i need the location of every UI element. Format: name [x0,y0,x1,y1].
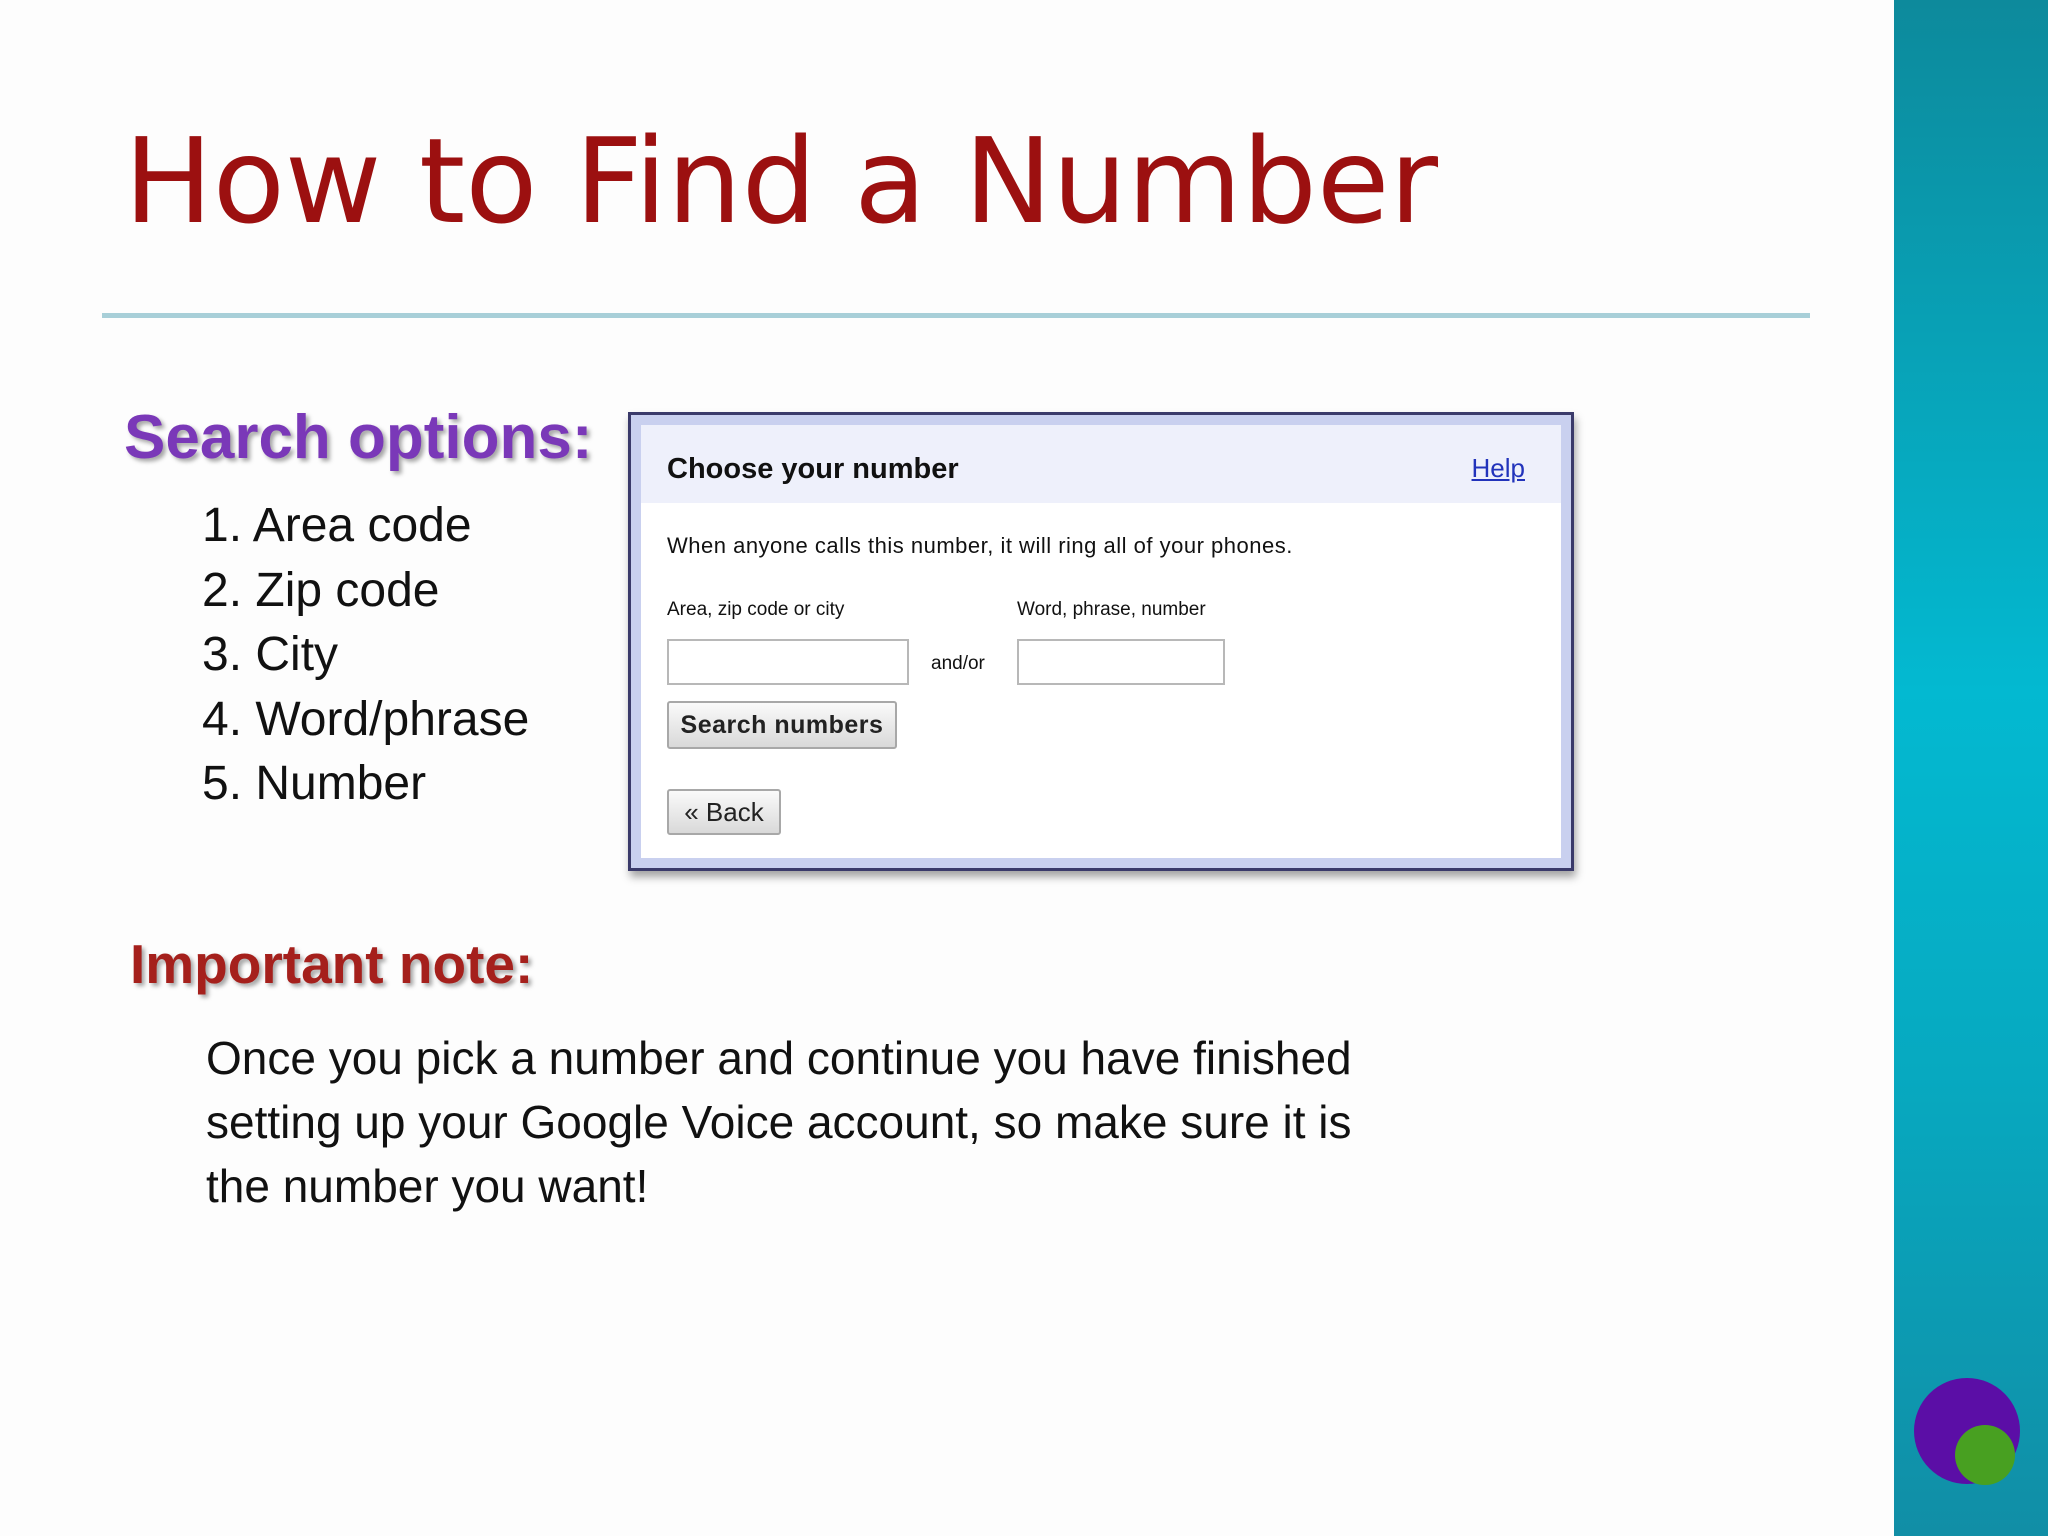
note-line: Once you pick a number and continue you have finished [206,1032,1352,1084]
search-option-item: 3. City [202,628,339,681]
help-link[interactable]: Help [1471,453,1525,483]
panel-body [641,425,1561,858]
area-code-input[interactable] [667,639,909,685]
decorative-sidebar [1894,0,2048,1536]
search-option-item: 5. Number [202,757,427,810]
word-phrase-label: Word, phrase, number [1017,599,1206,620]
search-numbers-button[interactable]: Search numbers [667,701,897,749]
panel-title: Choose your number [667,453,959,485]
search-option-item: 2. Zip code [202,563,440,617]
search-option-item: 4. Word/phrase [202,692,530,746]
area-code-label: Area, zip code or city [667,599,845,620]
important-note-heading: Important note: [130,933,534,995]
search-options-heading: Search options: [124,403,593,472]
search-options-list [202,494,529,817]
title-divider [102,313,1810,318]
panel-header [641,425,1561,503]
slide-title: How to Find a Number [124,112,1439,250]
green-circle-icon [1955,1425,2015,1485]
choose-number-panel [628,412,1574,871]
word-phrase-input[interactable] [1017,639,1225,685]
and-or-label: and/or [931,653,985,674]
note-line: setting up your Google Voice account, so make sure it is [206,1096,1352,1148]
important-note-text [206,1026,1606,1218]
search-option-item: 1. Area code [202,499,472,552]
panel-description: When anyone calls this number, it will ring all of your phones. [667,533,1293,558]
back-button[interactable]: « Back [667,789,781,835]
note-line: the number you want! [206,1160,649,1212]
